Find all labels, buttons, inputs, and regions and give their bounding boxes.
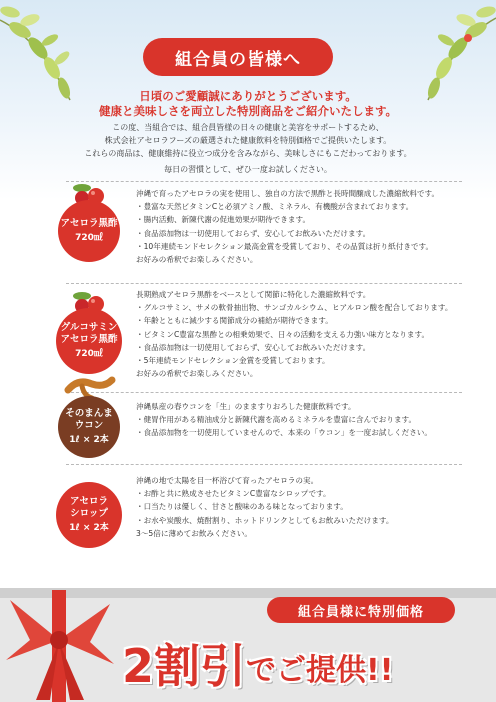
desc-line: 沖縄で育ったアセロラの実を使用し、独自の方法で黒酢と長時間醸成した濃縮飲料です。 <box>136 189 440 198</box>
intro-line-4: 毎日の習慣として、ぜひ一度お試しください。 <box>164 165 332 174</box>
badge-name: アセロラ黒酢 <box>60 218 118 229</box>
desc-line: 沖縄の地で太陽を目一杯浴びて育ったアセロラの実。 <box>136 476 319 485</box>
badge-name: アセロラ <box>70 496 108 507</box>
badge-volume: 1ℓ × 2本 <box>69 435 109 445</box>
desc-line: ・健胃作用がある精油成分と新陳代謝を高めるミネラルを豊富に含んでおります。 <box>136 415 417 425</box>
desc-line: ・10年連続モンドセレクション最高金賞を受賞しており、その品質は折り紙付きです。 <box>136 241 434 251</box>
section-divider <box>66 464 462 465</box>
intro-line-3: これらの商品は、健康維持に役立つ成分を含みながら、美味しさにもこだわっております。 <box>84 149 412 158</box>
desc-line: ・ビタミンC豊富な黒酢との相乗効果で、日々の活動を支える力強い味方となります。 <box>136 329 430 339</box>
product-badge-acerola-syrup <box>56 482 122 548</box>
badge-name: シロップ <box>70 508 108 519</box>
discount-suffix: でご提供!! <box>246 653 394 688</box>
desc-line: お好みの希釈でお楽しみください。 <box>136 369 258 379</box>
badge-name: グルコサミン <box>60 322 118 333</box>
badge-name: アセロラ黒酢 <box>60 334 118 345</box>
special-price-banner: 組合員様に特別価格 <box>267 597 455 623</box>
intro-line-2: 株式会社アセロラフーズの厳選された健康飲料を特別価格でご提供いたします。 <box>104 136 392 145</box>
badge-volume: 720㎖ <box>75 233 103 243</box>
product-badge-glucosamine-vinegar <box>56 308 122 374</box>
badge-name: ウコン <box>74 420 104 431</box>
gift-ribbon-icon <box>0 590 120 702</box>
page-title: 組合員の皆様へ <box>143 38 333 76</box>
product-description-turmeric <box>136 400 476 440</box>
desc-line: ・豊富な天然ビタミンCと必須アミノ酸、ミネラル、有機酸が含まれております。 <box>136 202 414 212</box>
desc-line: お好みの希釈でお楽しみください。 <box>136 255 258 265</box>
product-description-glucosamine-vinegar <box>136 288 476 380</box>
desc-line: 長期熟成アセロラ黒酢をベースとして関節に特化した濃縮飲料です。 <box>136 290 371 299</box>
desc-line: 3〜5倍に薄めてお飲みください。 <box>136 528 252 538</box>
desc-line: ・食品添加物は一切使用しておらず、安心してお飲みいただけます。 <box>136 228 371 238</box>
desc-line: ・お酢と共に熟成させたビタミンC豊富なシロップです。 <box>136 489 331 499</box>
discount-amount: 2割引 <box>122 639 247 693</box>
desc-line: ・年齢とともに減少する関節成分の補給が期待できます。 <box>136 316 333 326</box>
section-divider <box>66 392 462 393</box>
section-divider <box>66 181 462 182</box>
desc-line: ・食品添加物は一切使用しておらず、安心してお飲みいただけます。 <box>136 342 371 352</box>
greeting-line-2: 健康と美味しさを両立した特別商品をご紹介いたします。 <box>98 104 398 118</box>
badge-volume: 720㎖ <box>75 349 103 359</box>
product-badge-acerola-vinegar <box>58 200 120 262</box>
product-badge-turmeric <box>58 396 120 458</box>
product-description-acerola-vinegar <box>136 187 476 266</box>
product-description-acerola-syrup <box>136 474 476 540</box>
desc-line: ・腸内活動、新陳代謝の促進効果が期待できます。 <box>136 215 311 225</box>
greeting-line-1: 日頃のご愛顧誠にありがとうございます。 <box>139 89 357 103</box>
desc-line: 沖縄県産の春ウコンを「生」のまますりおろした健康飲料です。 <box>136 402 356 411</box>
desc-line: ・口当たりは優しく、甘さと酸味のある味となっております。 <box>136 502 348 512</box>
section-divider <box>66 283 462 284</box>
intro-line-1: この度、当組合では、組合員皆様の日々の健康と美容をサポートするため、 <box>112 123 384 132</box>
badge-name: そのまんま <box>65 408 113 419</box>
desc-line: ・お水や炭酸水、焼酎割り、ホットドリンクとしてもお飲みいただけます。 <box>136 515 394 525</box>
discount-headline <box>122 624 393 694</box>
badge-volume: 1ℓ × 2本 <box>69 523 109 533</box>
desc-line: ・5年連続モンドセレクション金賞を受賞しております。 <box>136 356 330 366</box>
desc-line: ・食品添加物を一切使用していませんので、本来の「ウコン」を一度お試しください。 <box>136 428 432 438</box>
desc-line: ・グルコサミン、サメの軟骨抽出物、サンゴカルシウム、ヒアルロン酸を配合しております。 <box>136 303 453 313</box>
